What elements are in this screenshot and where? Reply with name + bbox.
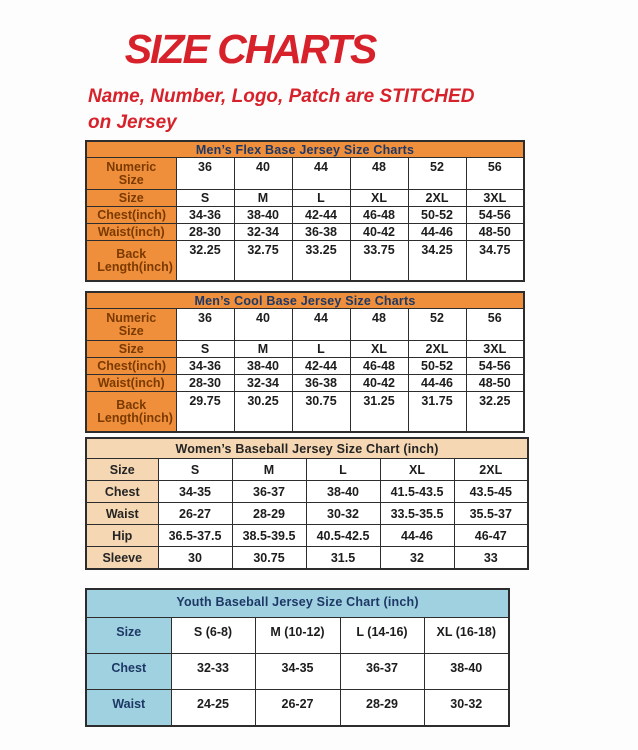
size-value-cell: 50-52	[408, 358, 466, 375]
subtitle-line-2: on Jersey	[88, 112, 177, 133]
size-value-cell: 28-29	[232, 503, 306, 525]
womens-chart-table	[85, 437, 529, 570]
size-value-cell: 40	[234, 309, 292, 341]
row-label-cell: Waist	[86, 690, 171, 727]
size-value-cell: 40.5-42.5	[306, 525, 380, 547]
size-value-cell: 44-46	[380, 525, 454, 547]
size-value-cell: 30-32	[424, 690, 509, 727]
size-value-cell: XL	[380, 459, 454, 481]
size-value-cell: 35.5-37	[454, 503, 528, 525]
size-value-cell: 34-36	[176, 207, 234, 224]
size-value-cell: 30.25	[234, 392, 292, 433]
size-value-cell: XL	[350, 341, 408, 358]
size-value-cell: 2XL	[454, 459, 528, 481]
row-label-cell: Hip	[86, 525, 158, 547]
row-label-cell	[86, 309, 176, 341]
row-label-cell	[86, 341, 176, 358]
size-value-cell: 48-50	[466, 375, 524, 392]
row-label-cell	[86, 158, 176, 190]
subtitle	[88, 84, 548, 136]
size-value-cell: 40-42	[350, 375, 408, 392]
row-label-cell: Size	[86, 618, 171, 654]
row-label: Numeric Size	[106, 310, 157, 338]
size-value-cell: 24-25	[171, 690, 255, 727]
size-value-cell: L	[292, 341, 350, 358]
size-value-cell: 44-46	[408, 375, 466, 392]
size-value-cell: 48-50	[466, 224, 524, 241]
size-value-cell: 33.75	[350, 241, 408, 282]
mens-cool-base-chart-table	[85, 291, 525, 433]
size-value-cell: 56	[466, 309, 524, 341]
row-label: Back Length(inch)	[97, 397, 173, 425]
row-label: Numeric Size	[106, 159, 157, 187]
size-value-cell: 33	[454, 547, 528, 570]
size-value-cell: L	[292, 190, 350, 207]
size-value-cell: 30.75	[232, 547, 306, 570]
row-label-cell	[86, 207, 176, 224]
size-value-cell: 46-48	[350, 358, 408, 375]
size-value-cell: 3XL	[466, 190, 524, 207]
row-label: Back Length(inch)	[97, 246, 173, 274]
size-value-cell: XL (16-18)	[424, 618, 509, 654]
size-value-cell: 2XL	[408, 341, 466, 358]
size-value-cell: 38-40	[306, 481, 380, 503]
row-label-cell	[86, 358, 176, 375]
size-value-cell: 32-34	[234, 224, 292, 241]
size-value-cell: 28-29	[340, 690, 424, 727]
size-value-cell: 48	[350, 309, 408, 341]
row-label-cell	[86, 392, 176, 433]
size-value-cell: 3XL	[466, 341, 524, 358]
row-label-cell: Size	[86, 459, 158, 481]
size-value-cell: 38-40	[234, 207, 292, 224]
size-value-cell: 32-33	[171, 654, 255, 690]
size-value-cell: 32.25	[466, 392, 524, 433]
size-value-cell: 40-42	[350, 224, 408, 241]
row-label: Waist(inch)	[97, 224, 165, 239]
size-value-cell: 33.25	[292, 241, 350, 282]
size-value-cell: S	[176, 190, 234, 207]
size-value-cell: 31.5	[306, 547, 380, 570]
size-value-cell: 32-34	[234, 375, 292, 392]
row-label-cell	[86, 190, 176, 207]
size-value-cell: 36-37	[232, 481, 306, 503]
size-value-cell: 29.75	[176, 392, 234, 433]
table-title: Men’s Flex Base Jersey Size Charts	[86, 141, 524, 158]
size-value-cell: 38-40	[424, 654, 509, 690]
row-label-cell	[86, 224, 176, 241]
row-label-cell: Waist	[86, 503, 158, 525]
size-value-cell: 32.25	[176, 241, 234, 282]
size-value-cell: 36-38	[292, 224, 350, 241]
youth-chart-table	[85, 588, 510, 727]
row-label-cell	[86, 375, 176, 392]
size-value-cell: M	[234, 341, 292, 358]
page-title: SIZE CHARTS	[124, 26, 376, 72]
size-value-cell: 50-52	[408, 207, 466, 224]
size-value-cell: 34-36	[176, 358, 234, 375]
subtitle-line-1: Name, Number, Logo, Patch are STITCHED	[88, 86, 475, 107]
size-value-cell: 42-44	[292, 358, 350, 375]
size-value-cell: 38-40	[234, 358, 292, 375]
size-value-cell: 36	[176, 309, 234, 341]
size-value-cell: 54-56	[466, 358, 524, 375]
size-value-cell: 34-35	[255, 654, 340, 690]
size-value-cell: 42-44	[292, 207, 350, 224]
row-label-cell: Chest	[86, 654, 171, 690]
row-label-cell: Sleeve	[86, 547, 158, 570]
row-label: Size	[118, 190, 144, 205]
size-value-cell: 36	[176, 158, 234, 190]
size-value-cell: 36-37	[340, 654, 424, 690]
size-value-cell: 46-47	[454, 525, 528, 547]
size-value-cell: S (6-8)	[171, 618, 255, 654]
row-label: Chest(inch)	[97, 207, 166, 222]
size-value-cell: 48	[350, 158, 408, 190]
row-label: Chest(inch)	[97, 358, 166, 373]
size-value-cell: 30-32	[306, 503, 380, 525]
size-value-cell: 43.5-45	[454, 481, 528, 503]
size-value-cell: 44	[292, 309, 350, 341]
row-label: Size	[118, 341, 144, 356]
size-value-cell: 30.75	[292, 392, 350, 433]
size-value-cell: 36.5-37.5	[158, 525, 232, 547]
size-value-cell: L	[306, 459, 380, 481]
size-value-cell: 38.5-39.5	[232, 525, 306, 547]
row-label: Waist(inch)	[97, 375, 165, 390]
size-value-cell: 31.25	[350, 392, 408, 433]
row-label-cell: Chest	[86, 481, 158, 503]
size-value-cell: 28-30	[176, 375, 234, 392]
size-value-cell: 26-27	[255, 690, 340, 727]
size-value-cell: 54-56	[466, 207, 524, 224]
size-value-cell: 26-27	[158, 503, 232, 525]
size-value-cell: L (14-16)	[340, 618, 424, 654]
size-value-cell: XL	[350, 190, 408, 207]
size-value-cell: 52	[408, 309, 466, 341]
size-value-cell: M	[234, 190, 292, 207]
size-value-cell: 31.75	[408, 392, 466, 433]
size-value-cell: 2XL	[408, 190, 466, 207]
size-value-cell: 44-46	[408, 224, 466, 241]
size-value-cell: 34-35	[158, 481, 232, 503]
size-value-cell: M	[232, 459, 306, 481]
table-title: Youth Baseball Jersey Size Chart (inch)	[86, 589, 509, 618]
row-label-cell	[86, 241, 176, 282]
size-value-cell: 30	[158, 547, 232, 570]
table-title: Men’s Cool Base Jersey Size Charts	[86, 292, 524, 309]
size-value-cell: 36-38	[292, 375, 350, 392]
size-value-cell: 44	[292, 158, 350, 190]
size-value-cell: 34.75	[466, 241, 524, 282]
size-value-cell: 33.5-35.5	[380, 503, 454, 525]
size-value-cell: 56	[466, 158, 524, 190]
size-value-cell: S	[176, 341, 234, 358]
size-value-cell: 40	[234, 158, 292, 190]
mens-flex-base-chart-table	[85, 140, 525, 282]
size-value-cell: 28-30	[176, 224, 234, 241]
size-value-cell: 41.5-43.5	[380, 481, 454, 503]
size-value-cell: 52	[408, 158, 466, 190]
size-value-cell: 46-48	[350, 207, 408, 224]
size-value-cell: 32.75	[234, 241, 292, 282]
size-value-cell: 34.25	[408, 241, 466, 282]
size-value-cell: S	[158, 459, 232, 481]
size-value-cell: 32	[380, 547, 454, 570]
size-value-cell: M (10-12)	[255, 618, 340, 654]
table-title: Women’s Baseball Jersey Size Chart (inch)	[86, 438, 528, 459]
